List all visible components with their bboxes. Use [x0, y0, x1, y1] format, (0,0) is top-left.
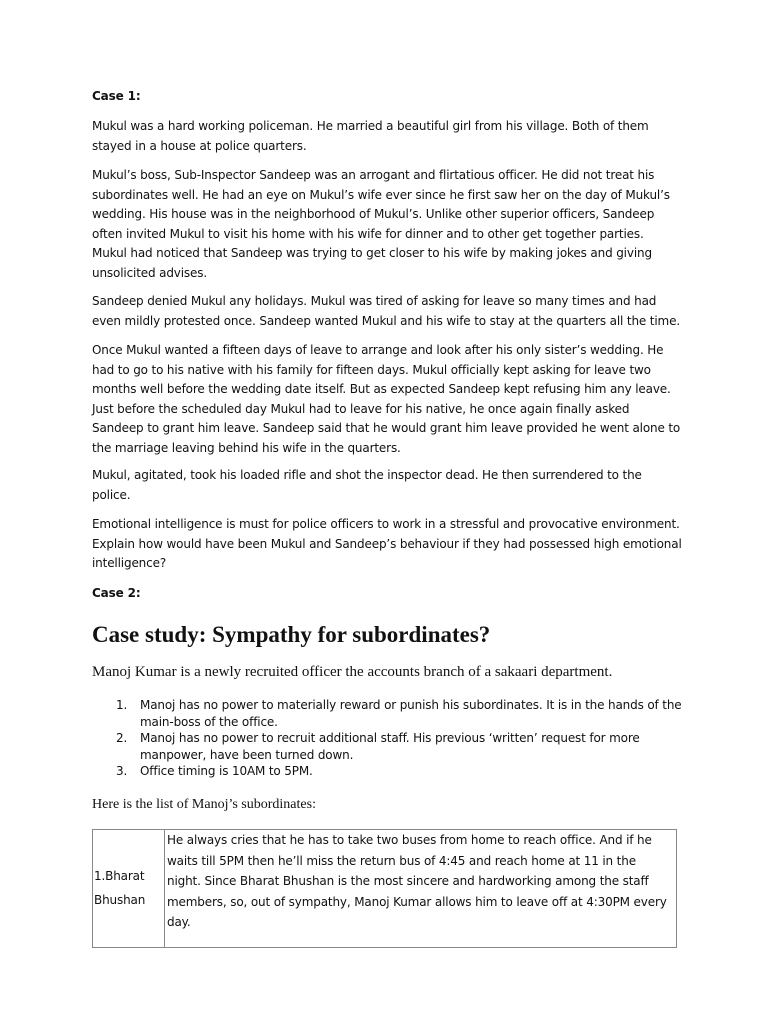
subordinate-description-cell: He always cries that he has to take two buses from home to reach office. And if he waits till 5PM then he’ll miss the return bus of 4:45 and reach home at 11 in the night. Since Bharat Bhushan is the most sincere and hardworking among the staff members, so, out of sympathy, Manoj Kumar allows him to leave off at 4:30PM every day. [165, 830, 677, 948]
case-1-paragraph-1: Mukul was a hard working policeman. He married a beautiful girl from his village. Both of them stayed in a house at police quarters. [92, 119, 649, 153]
subordinate-name-cell: 1.Bharat Bhushan [93, 830, 165, 948]
case-1-heading: Case 1: [92, 89, 141, 103]
case-2-heading: Case 2: [92, 586, 141, 600]
case-1-paragraph-4: Once Mukul wanted a fifteen days of leave to arrange and look after his only sister’s wedding. He had to go to his native with his family for fifteen days. Mukul officially kept asking for leave two months well before the wedding date itself. But as expected Sandeep kept refusing him any leave. Just before the scheduled day Mukul had to leave for his native, he once again finally asked Sandeep to grant him leave. Sandeep said that he would grant him leave provided he went alone to the marriage leaving behind his wife in the quarters. [92, 343, 681, 455]
case-study-intro: Manoj Kumar is a newly recruited officer the accounts branch of a sakaari department. [92, 664, 613, 680]
case-study-title: Case study: Sympathy for subordinates? [92, 622, 491, 647]
case-1-paragraph-3: Sandeep denied Mukul any holidays. Mukul was tired of asking for leave so many times and had even mildly protested once. Sandeep wanted Mukul and his wife to stay at the quarters all the time. [92, 294, 680, 328]
list-item-number: 1. [116, 698, 128, 712]
list-item-number: 2. [116, 731, 128, 745]
subordinates-list-intro: Here is the list of Manoj’s subordinates: [92, 797, 316, 812]
constraints-list [112, 697, 682, 780]
list-item [112, 730, 682, 763]
table-row [93, 830, 677, 948]
case-1-paragraph-5: Mukul, agitated, took his loaded rifle and shot the inspector dead. He then surrendered to the police. [92, 468, 642, 502]
list-item-text: Manoj has no power to recruit additional staff. His previous ‘written’ request for more manpower, have been turned down. [140, 731, 640, 762]
list-item-text: Office timing is 10AM to 5PM. [140, 764, 313, 778]
case-1-question: Emotional intelligence is must for police officers to work in a stressful and provocative environment. Explain how would have been Mukul and Sandeep’s behaviour if they had possessed high emotional intelligence? [92, 517, 682, 570]
list-item-text: Manoj has no power to materially reward or punish his subordinates. It is in the hands of the main-boss of the office. [140, 698, 682, 729]
case-1-paragraph-2: Mukul’s boss, Sub-Inspector Sandeep was an arrogant and flirtatious officer. He did not treat his subordinates well. He had an eye on Mukul’s wife ever since he first saw her on the day of Mukul’s wedding. His house was in the neighborhood of Mukul’s. Unlike other superior officers, Sandeep often invited Mukul to visit his home with his wife for dinner and to other get together parties. Mukul had noticed that Sandeep was trying to get closer to his wife by making jokes and giving unsolicited advises. [92, 168, 670, 280]
list-item [112, 697, 682, 730]
list-item [112, 763, 682, 780]
list-item-number: 3. [116, 764, 128, 778]
subordinates-table [92, 829, 677, 948]
